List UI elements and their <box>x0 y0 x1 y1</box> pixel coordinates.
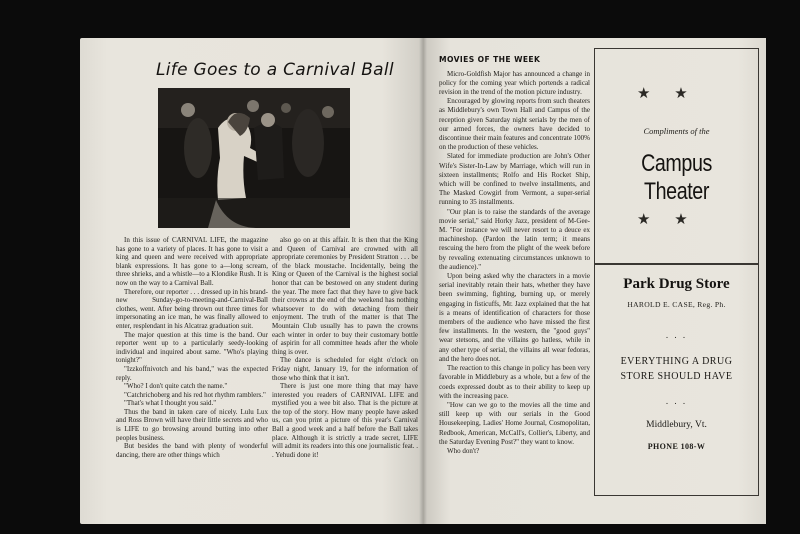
right-page <box>423 38 766 524</box>
article-column-2 <box>272 236 418 459</box>
article-paragraph: But besides the band with plenty of wonderful dancing, there are other things which <box>116 442 268 459</box>
movies-paragraph: Who don't? <box>447 446 480 455</box>
advertisement-divider <box>594 263 759 265</box>
dot-separator: . . . <box>665 330 688 340</box>
slogan-line-1: EVERYTHING A DRUG <box>620 356 733 367</box>
carnival-ball-photo <box>158 88 350 228</box>
pharmacist-name: HAROLD E. CASE, Reg. Ph. <box>627 300 726 309</box>
left-page <box>80 38 423 524</box>
article-paragraph: The dance is scheduled for eight o'clock on Friday night, January 19, for the information of those who think that it isn't. <box>272 356 418 382</box>
article-paragraph: There is just one more thing that may have interested you readers of CARNIVAL LIFE and mystified you a wee bit also. That is the picture at the top of the story. How many people have asked us, can you print a picture of this year's Carnival Ball a good week and a half before the Ball takes place. Although it is strictly a trade secret, LIFE will admit its readers into this one journalistic feat. . . Yehudi done it! <box>272 382 418 459</box>
movies-paragraph: "Our plan is to raise the standards of the average movie serial," said Horky Jazz, president of M-Gee-M. "For instance we will never resort to a deuce ex machineshop. (Pardon the latin term; it means rescuing the hero from the plight of the week before by revealing extenuating circumstances unknown to the audience)." <box>439 207 590 271</box>
compliments-text: Compliments of the <box>643 126 710 136</box>
page-gutter <box>419 38 427 524</box>
store-city: Middlebury, Vt. <box>646 420 707 430</box>
article-paragraph: Thus the band in taken care of nicely. Lulu Lux and Ross Brown will have their little secrets and who is LIFE to go browsing around butting into other peoples business. <box>116 407 268 442</box>
campus-theater-name: Campus Theater <box>641 150 712 205</box>
star-icons-bottom: ★ ★ <box>637 212 698 228</box>
movies-heading: MOVIES OF THE WEEK <box>439 55 541 64</box>
article-paragraph: The major question at this time is the band. Our reporter went up to a particularly seedy-looking individual and inquired about same. "Who's playing tonight?" <box>116 330 268 365</box>
park-drug-store-name: Park Drug Store <box>623 276 730 292</box>
star-icons-top: ★ ★ <box>637 86 698 102</box>
article-paragraph: "Who? I don't quite catch the name." <box>124 382 228 391</box>
movies-paragraph: "How can we go to the movies all the time and still keep up with our serials in the Good Housekeeping, Ladies' Home Journal, Cosmopolitan, Redbook, American, McCall's, Collier's, Liberty, and the Saturday Evening Post?" they want to know. <box>439 400 590 446</box>
movies-paragraph: Encouraged by glowing reports from such theaters as Middlebury's own Town Hall and Campus of the reception given Saturday night serials by the men of our armed forces, the owners have decided to discontinue their main features and concentrate 100% on the production of these vehicles. <box>439 97 590 152</box>
movies-paragraph: Upon being asked why the characters in a movie serial inevitably retain their hats, whether they have been swimming, fighting, burning up, or merely engaging in fisticuffs, Mr. Jazz explained that the hat is a means of identification of characters for those members of the audience who have missed the first few installments. In the western, the "good guys" wear stetsons, and the villains go hatless, while in any other type of serial, the villains all wear fedoras, and the hero does not. <box>439 272 590 363</box>
article-paragraph: also go on at this affair. It is then that the King and Queen of Carnival are crowned with all appropriate ceremonies by President Stratton . . . be of the black moustache. Incidentally, being the King or Queen of the Carnival is the highest social honor that can be bestowed on any student during the year. The mere fact that they have to give back their crowns at the end of the weekend has nothing whatsoever to do with detaching from their enjoyment. The truth of the matter is that The Mountain Club usually has to pawn the crowns each winter in order to buy their customary bottle of aspirin for all committee heads after the whole thing is over. <box>272 236 418 356</box>
article-title: Life Goes to a Carnival Ball <box>156 60 394 80</box>
article-paragraph: In this issue of CARNIVAL LIFE, the magazine has gone to a variety of places. It has gone to visit a king and queen and were received with appropriate blank expressions. It has gone to a—long scream, three shrieks, and a whistle—to a Klondike Rush. It is now on the way to a Carnival Ball. <box>116 236 268 287</box>
movies-paragraph: Micro-Goldfish Major has announced a change in policy for the coming year which portends a radical revision in the trend of the motion picture industry. <box>439 69 590 96</box>
article-column-1 <box>116 236 268 459</box>
drug-store-slogan <box>594 354 759 384</box>
movies-column <box>439 56 590 456</box>
article-paragraph: "That's what I thought you said." <box>124 399 217 408</box>
magazine-spread <box>80 38 766 524</box>
movies-paragraph: Slated for immediate production are John's Other Wife's Sister-In-Law by Marriage, which will run in sixteen installments; Rolfo and His Rocket Ship, which will be confined to twelve installments, and The Masked Cowgirl from Vermont, a super-serial running to 35 installments. <box>439 152 590 207</box>
article-paragraph: "Catchrichoberg and his red hot rhythm ramblers." <box>124 390 266 399</box>
store-phone: PHONE 108-W <box>647 442 706 451</box>
dot-separator: . . . <box>665 396 688 406</box>
article-paragraph: "Izzkoffnivotch and his band," was the expected reply. <box>116 364 268 382</box>
slogan-line-2: STORE SHOULD HAVE <box>620 371 733 382</box>
movies-paragraph: The reaction to this change in policy has been very favorable in Middlebury as a whole, but a few of the coeds expressed doubt as to their ability to keep up with the increasing pace. <box>439 364 590 400</box>
article-paragraph: Therefore, our reporter . . . dressed up in his brand-new Sunday-go-to-meeting-and-Carnival-Ball clothes, went. After being thrown out three times for impersonating an ice man, he was finally allowed to enter, resplendant in his Alcatraz graduation suit. <box>116 287 268 330</box>
